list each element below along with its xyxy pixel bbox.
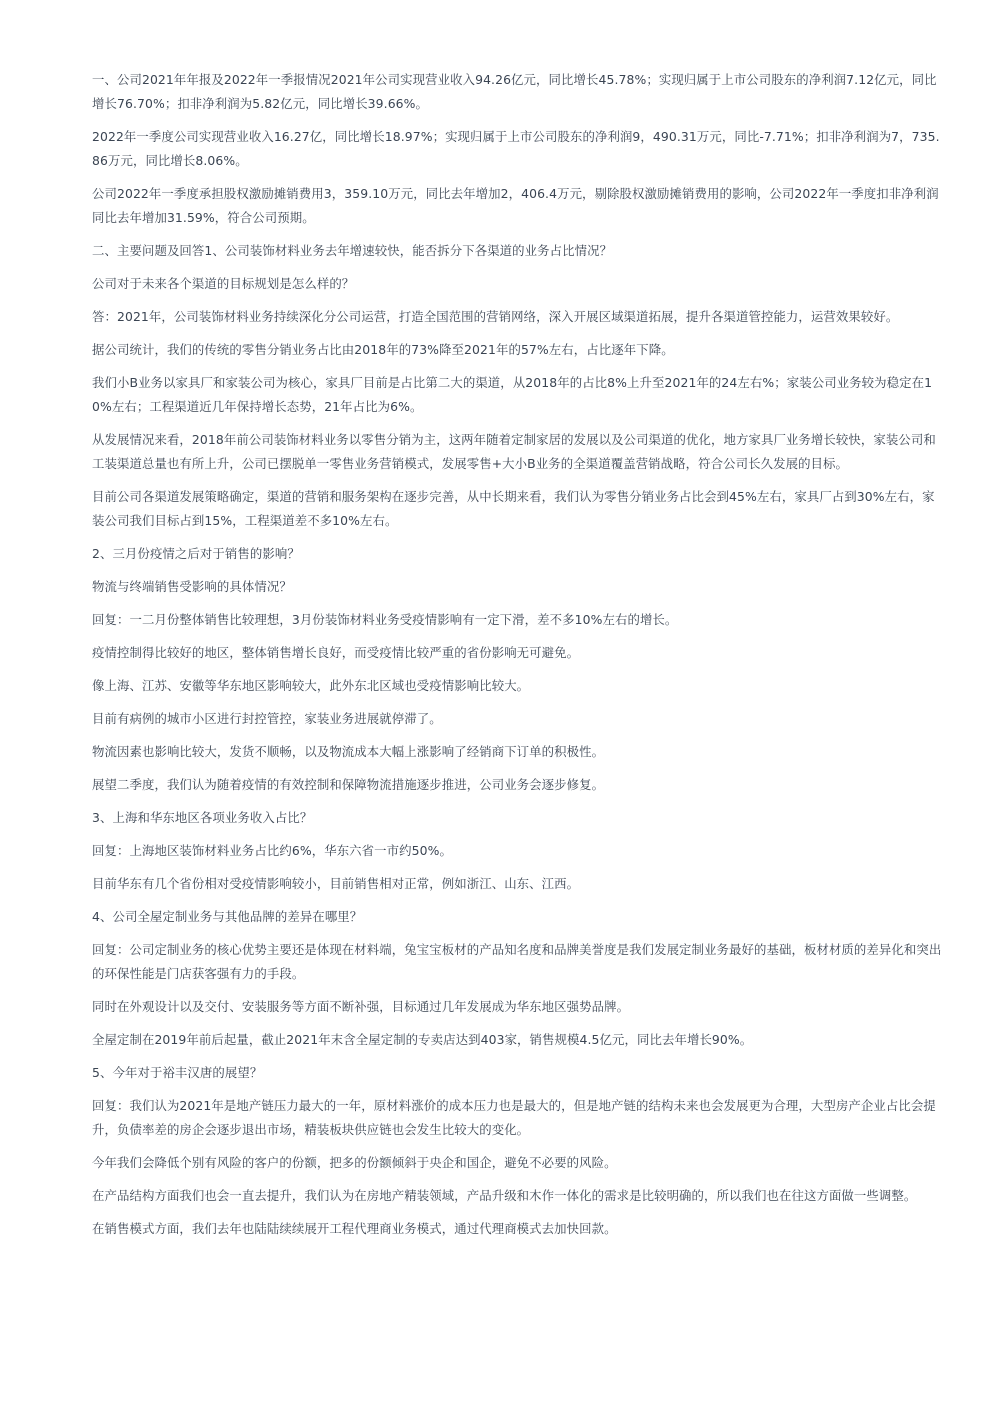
answer-1-para-2: 据公司统计，我们的传统的零售分销业务占比由2018年的73%降至2021年的57%左右，占比逐年下降。 xyxy=(92,342,674,357)
answer-2-para-1: 回复：一二月份整体销售比较理想，3月份装饰材料业务受疫情影响有一定下滑，差不多10%左右的增长。 xyxy=(92,612,678,627)
answer-5-para-1: 回复：我们认为2021年是地产链压力最大的一年，原材料涨价的成本压力也是最大的，但是地产链的结构未来也会发展更为合理，大型房产企业占比会提升，负债率差的房企会逐步退出市场，精装板块供应链也会发生比较大的变化。 xyxy=(92,1098,936,1137)
answer-2-para-5: 物流因素也影响比较大，发货不顺畅，以及物流成本大幅上涨影响了经销商下订单的积极性。 xyxy=(92,744,605,759)
question-2b: 物流与终端销售受影响的具体情况？ xyxy=(92,579,292,594)
answer-5-para-4: 在销售模式方面，我们去年也陆陆续续展开工程代理商业务模式，通过代理商模式去加快回款。 xyxy=(92,1221,617,1236)
question-1b: 公司对于未来各个渠道的目标规划是怎么样的？ xyxy=(92,276,355,291)
answer-1-para-1: 答：2021年，公司装饰材料业务持续深化分公司运营，打造全国范围的营销网络，深入开展区域渠道拓展，提升各渠道管控能力，运营效果较好。 xyxy=(92,309,899,324)
paragraph-1: 一、公司2021年年报及2022年一季报情况2021年公司实现营业收入94.26亿元，同比增长45.78%；实现归属于上市公司股东的净利润7.12亿元，同比增长76.70%；扣非净利润为5.82亿元，同比增长39.66%。 xyxy=(92,72,937,111)
answer-2-para-2: 疫情控制得比较好的地区，整体销售增长良好，而受疫情比较严重的省份影响无可避免。 xyxy=(92,645,580,660)
paragraph-2: 2022年一季度公司实现营业收入16.27亿，同比增长18.97%；实现归属于上市公司股东的净利润9，490.31万元，同比-7.71%；扣非净利润为7，735.86万元，同比增长8.06%。 xyxy=(92,129,940,168)
answer-5-para-2: 今年我们会降低个别有风险的客户的份额，把多的份额倾斜于央企和国企，避免不必要的风险。 xyxy=(92,1155,617,1170)
question-4: 4、公司全屋定制业务与其他品牌的差异在哪里？ xyxy=(92,909,363,924)
section-heading-qa: 二、主要问题及回答1、公司装饰材料业务去年增速较快，能否拆分下各渠道的业务占比情况？ xyxy=(92,243,613,258)
answer-1-para-3: 我们小B业务以家具厂和家装公司为核心，家具厂目前是占比第二大的渠道，从2018年的占比8%上升至2021年的24左右%；家装公司业务较为稳定在10%左右；工程渠道近几年保持增长态势，21年占比为6%。 xyxy=(92,375,933,414)
answer-4-para-2: 同时在外观设计以及交付、安装服务等方面不断补强，目标通过几年发展成为华东地区强势品牌。 xyxy=(92,999,630,1014)
answer-1-para-5: 目前公司各渠道发展策略确定，渠道的营销和服务架构在逐步完善，从中长期来看，我们认为零售分销业务占比会到45%左右，家具厂占到30%左右，家装公司我们目标占到15%，工程渠道差不多10%左右。 xyxy=(92,489,935,528)
answer-2-para-3: 像上海、江苏、安徽等华东地区影响较大，此外东北区域也受疫情影响比较大。 xyxy=(92,678,530,693)
question-5: 5、今年对于裕丰汉唐的展望？ xyxy=(92,1065,263,1080)
answer-5-para-3: 在产品结构方面我们也会一直去提升，我们认为在房地产精装领域，产品升级和木作一体化的需求是比较明确的，所以我们也在往这方面做一些调整。 xyxy=(92,1188,917,1203)
answer-2-para-4: 目前有病例的城市小区进行封控管控，家装业务进展就停滞了。 xyxy=(92,711,442,726)
question-2: 2、三月份疫情之后对于销售的影响？ xyxy=(92,546,300,561)
paragraph-3: 公司2022年一季度承担股权激励摊销费用3，359.10万元，同比去年增加2，406.4万元，剔除股权激励摊销费用的影响，公司2022年一季度扣非净利润同比去年增加31.59%，符合公司预期。 xyxy=(92,186,939,225)
answer-3-para-2: 目前华东有几个省份相对受疫情影响较小，目前销售相对正常，例如浙江、山东、江西。 xyxy=(92,876,580,891)
answer-1-para-4: 从发展情况来看，2018年前公司装饰材料业务以零售分销为主，这两年随着定制家居的发展以及公司渠道的优化，地方家具厂业务增长较快，家装公司和工装渠道总量也有所上升，公司已摆脱单一零售业务营销模式，发展零售+大小B业务的全渠道覆盖营销战略，符合公司长久发展的目标。 xyxy=(92,432,936,471)
answer-2-para-6: 展望二季度，我们认为随着疫情的有效控制和保障物流措施逐步推进，公司业务会逐步修复。 xyxy=(92,777,605,792)
answer-4-para-3: 全屋定制在2019年前后起量，截止2021年末含全屋定制的专卖店达到403家，销售规模4.5亿元，同比去年增长90%。 xyxy=(92,1032,753,1047)
answer-4-para-1: 回复：公司定制业务的核心优势主要还是体现在材料端，兔宝宝板材的产品知名度和品牌美誉度是我们发展定制业务最好的基础，板材材质的差异化和突出的环保性能是门店获客强有力的手段。 xyxy=(92,942,942,981)
document-body xyxy=(92,68,942,1250)
question-3: 3、上海和华东地区各项业务收入占比？ xyxy=(92,810,313,825)
answer-3-para-1: 回复：上海地区装饰材料业务占比约6%，华东六省一市约50%。 xyxy=(92,843,452,858)
